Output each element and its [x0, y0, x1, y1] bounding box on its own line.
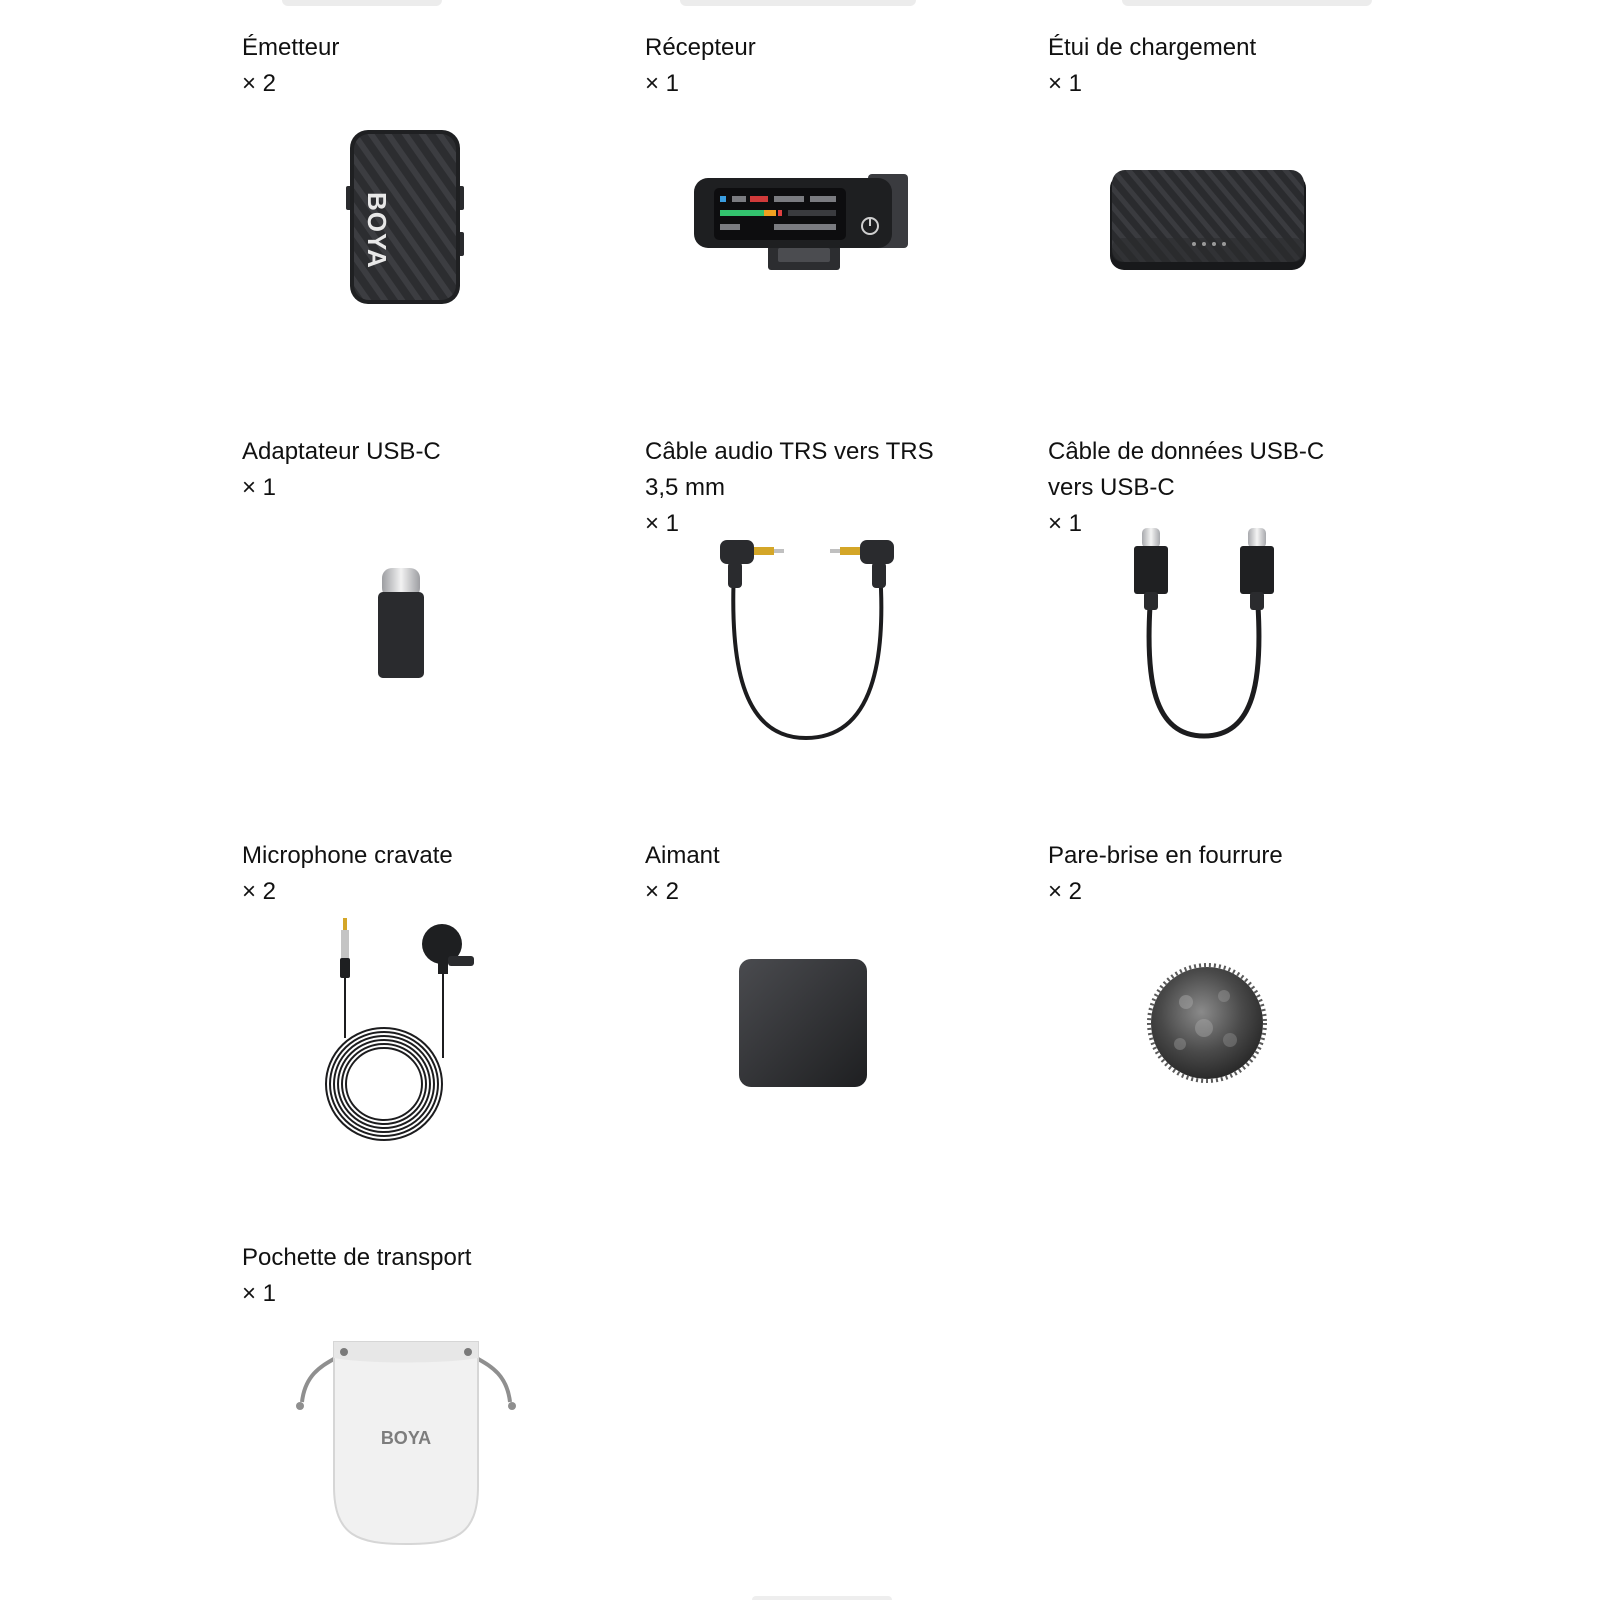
usb-c-cable-image	[1130, 526, 1280, 744]
fur-windscreen-image	[1146, 962, 1268, 1084]
top-strip-right	[1122, 0, 1372, 6]
item-name: Étui de chargement	[1048, 34, 1257, 61]
pouch-brand: BOYA	[380, 1428, 432, 1448]
item-qty: × 2	[242, 70, 277, 97]
top-strip-left	[282, 0, 442, 6]
item-qty: × 1	[242, 474, 277, 501]
item-name: Pochette de transport	[242, 1244, 472, 1271]
trs-cable-image	[720, 538, 900, 744]
lavalier-mic-image	[322, 918, 492, 1144]
item-name: Aimant	[645, 842, 720, 869]
top-strip-middle	[680, 0, 916, 6]
item-name: Émetteur	[242, 34, 340, 61]
item-adaptateur	[242, 434, 602, 506]
item-recepteur	[645, 30, 1005, 102]
item-qty: × 1	[645, 70, 680, 97]
item-pochette	[242, 1240, 602, 1312]
item-qty: × 1	[1048, 70, 1083, 97]
item-pare-brise	[1048, 838, 1408, 910]
item-name: Câble audio TRS vers TRS 3,5 mm	[645, 438, 934, 501]
pouch-image	[294, 1336, 518, 1552]
item-name: Pare-brise en fourrure	[1048, 842, 1283, 869]
usb-c-adapter-image	[376, 566, 426, 680]
item-emetteur	[242, 30, 602, 102]
item-qty: × 2	[1048, 878, 1083, 905]
item-cable-trs	[645, 434, 1005, 542]
item-name: Récepteur	[645, 34, 756, 61]
item-microphone	[242, 838, 602, 910]
item-name: Adaptateur USB-C	[242, 438, 441, 465]
charging-case-image	[1108, 168, 1308, 272]
item-qty: × 1	[645, 510, 680, 537]
item-aimant	[645, 838, 1005, 910]
magnet-image	[738, 958, 868, 1088]
transmitter-image	[346, 128, 464, 306]
receiver-image	[694, 174, 916, 274]
item-name: Microphone cravate	[242, 842, 453, 869]
item-qty: × 1	[1048, 510, 1083, 537]
bottom-strip	[752, 1596, 892, 1600]
item-etui	[1048, 30, 1408, 102]
item-qty: × 2	[645, 878, 680, 905]
item-qty: × 1	[242, 1280, 277, 1307]
transmitter-brand: BOYA	[362, 192, 392, 269]
item-name: Câble de données USB-C vers USB-C	[1048, 438, 1325, 501]
item-qty: × 2	[242, 878, 277, 905]
